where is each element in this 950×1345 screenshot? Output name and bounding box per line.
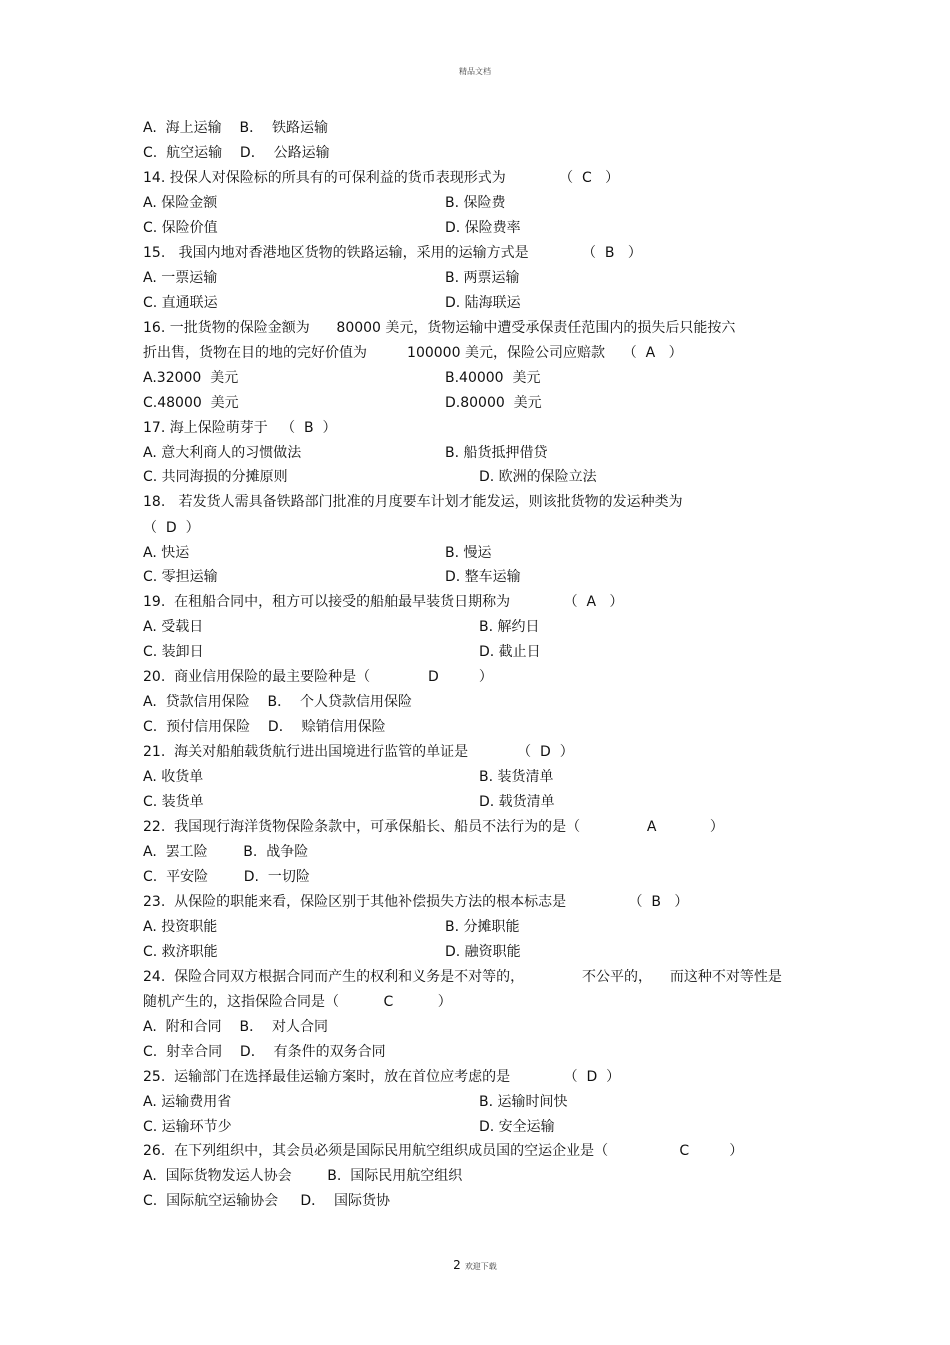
option-d: D.80000 美元 — [445, 395, 542, 411]
option-d: D. 载货清单 — [479, 794, 555, 810]
option-a: A. 收货单 — [143, 769, 204, 785]
question-26: 26. 在下列组织中，其会员必须是国际民用航空组织成员国的空运企业是（ C ） — [143, 1143, 744, 1159]
option-d: D. 截止日 — [479, 644, 541, 660]
option-a: A. 一票运输 — [143, 270, 218, 286]
option-c: C. 零担运输 — [143, 569, 218, 585]
question-16-cont: 折出售，货物在目的地的完好价值为 100000 美元，保险公司应赔款 （ A ） — [143, 345, 683, 361]
option-b: B. 装货清单 — [479, 769, 554, 785]
option-b: B.40000 美元 — [445, 370, 541, 386]
option-c: C. 保险价值 — [143, 220, 218, 236]
option-line: A. 罢工险 B. 战争险 — [143, 844, 309, 860]
option-c: C. 共同海损的分摊原则 — [143, 469, 288, 485]
option-c: C. 直通联运 — [143, 295, 218, 311]
option-b: B. 运输时间快 — [479, 1094, 568, 1110]
option-line: C. 射幸合同 D． 有条件的双务合同 — [143, 1044, 386, 1060]
footer-text: 欢迎下载 — [464, 1262, 497, 1271]
question-15: 15. 我国内地对香港地区货物的铁路运输，采用的运输方式是 （ B ） — [143, 245, 642, 261]
option-b: B. 两票运输 — [445, 270, 520, 286]
option-b: B. 保险费 — [445, 195, 506, 211]
question-22: 22. 我国现行海洋货物保险条款中，可承保船长、船员不法行为的是（ A ） — [143, 819, 724, 835]
option-a: A. 受载日 — [143, 619, 204, 635]
option-d: D. 整车运输 — [445, 569, 521, 585]
question-25: 25. 运输部门在选择最佳运输方案时，放在首位应考虑的是 （ D ） — [143, 1069, 621, 1085]
option-d: D. 融资职能 — [445, 944, 521, 960]
option-b: B. 船货抵押借贷 — [445, 445, 548, 461]
option-a: A. 意大利商人的习惯做法 — [143, 445, 302, 461]
question-18: 18. 若发货人需具备铁路部门批准的月度要车计划才能发运，则该批货物的发运种类为 — [143, 494, 683, 510]
option-d: D. 安全运输 — [479, 1119, 555, 1135]
question-17: 17. 海上保险萌芽于 （ B ） — [143, 420, 337, 436]
option-line: C. 平安险 D. 一切险 — [143, 869, 310, 885]
question-20: 20. 商业信用保险的最主要险种是（ D ） — [143, 669, 493, 685]
option-a: A. 运输费用省 — [143, 1094, 232, 1110]
option-line: A. 附和合同 B． 对人合同 — [143, 1019, 328, 1035]
option-line: A. 贷款信用保险 B． 个人贷款信用保险 — [143, 694, 412, 710]
option-c: C. 救济职能 — [143, 944, 218, 960]
option-c: C. 装卸日 — [143, 644, 204, 660]
question-14: 14. 投保人对保险标的所具有的可保利益的货币表现形式为 （ C ） — [143, 170, 620, 186]
option-a: A. 保险金额 — [143, 195, 218, 211]
page-header: 精品文档 — [459, 67, 491, 76]
option-d: D. 保险费率 — [445, 220, 521, 236]
option-b: B. 慢运 — [445, 545, 492, 561]
page-number: 2 — [453, 1258, 461, 1272]
option-line: C. 预付信用保险 D． 赊销信用保险 — [143, 719, 386, 735]
option-a: A.32000 美元 — [143, 370, 239, 386]
option-c: C.48000 美元 — [143, 395, 239, 411]
option-line: C. 国际航空运输协会 D． 国际货协 — [143, 1193, 391, 1209]
page-footer — [0, 1258, 950, 1272]
option-b: B. 分摊职能 — [445, 919, 520, 935]
question-23: 23. 从保险的职能来看，保险区别于其他补偿损失方法的根本标志是 （ B ） — [143, 894, 689, 910]
option-d: D. 陆海联运 — [445, 295, 521, 311]
option-c: C. 装货单 — [143, 794, 204, 810]
question-24-cont: 随机产生的，这指保险合同是（ C ） — [143, 994, 452, 1010]
question-24: 24. 保险合同双方根据合同而产生的权利和义务是不对等的， 不公平的， 而这种不对等性是 — [143, 969, 782, 985]
question-19: 19. 在租船合同中，租方可以接受的船舶最早装货日期称为 （ A ） — [143, 594, 624, 610]
question-18-answer: （ D ） — [143, 520, 200, 536]
option-d: D. 欧洲的保险立法 — [479, 469, 597, 485]
option-line: A. 国际货物发运人协会 B. 国际民用航空组织 — [143, 1168, 463, 1184]
option-c: C. 运输环节少 — [143, 1119, 232, 1135]
question-16: 16. 一批货物的保险金额为 80000 美元，货物运输中遭受承保责任范围内的损失后只能按六 — [143, 320, 736, 336]
option-line: A. 海上运输 B． 铁路运输 — [143, 120, 328, 136]
question-21: 21. 海关对船舶载货航行进出国境进行监管的单证是 （ D ） — [143, 744, 574, 760]
option-a: A. 投资职能 — [143, 919, 218, 935]
option-line: C. 航空运输 D． 公路运输 — [143, 145, 330, 161]
option-b: B. 解约日 — [479, 619, 540, 635]
option-a: A. 快运 — [143, 545, 190, 561]
